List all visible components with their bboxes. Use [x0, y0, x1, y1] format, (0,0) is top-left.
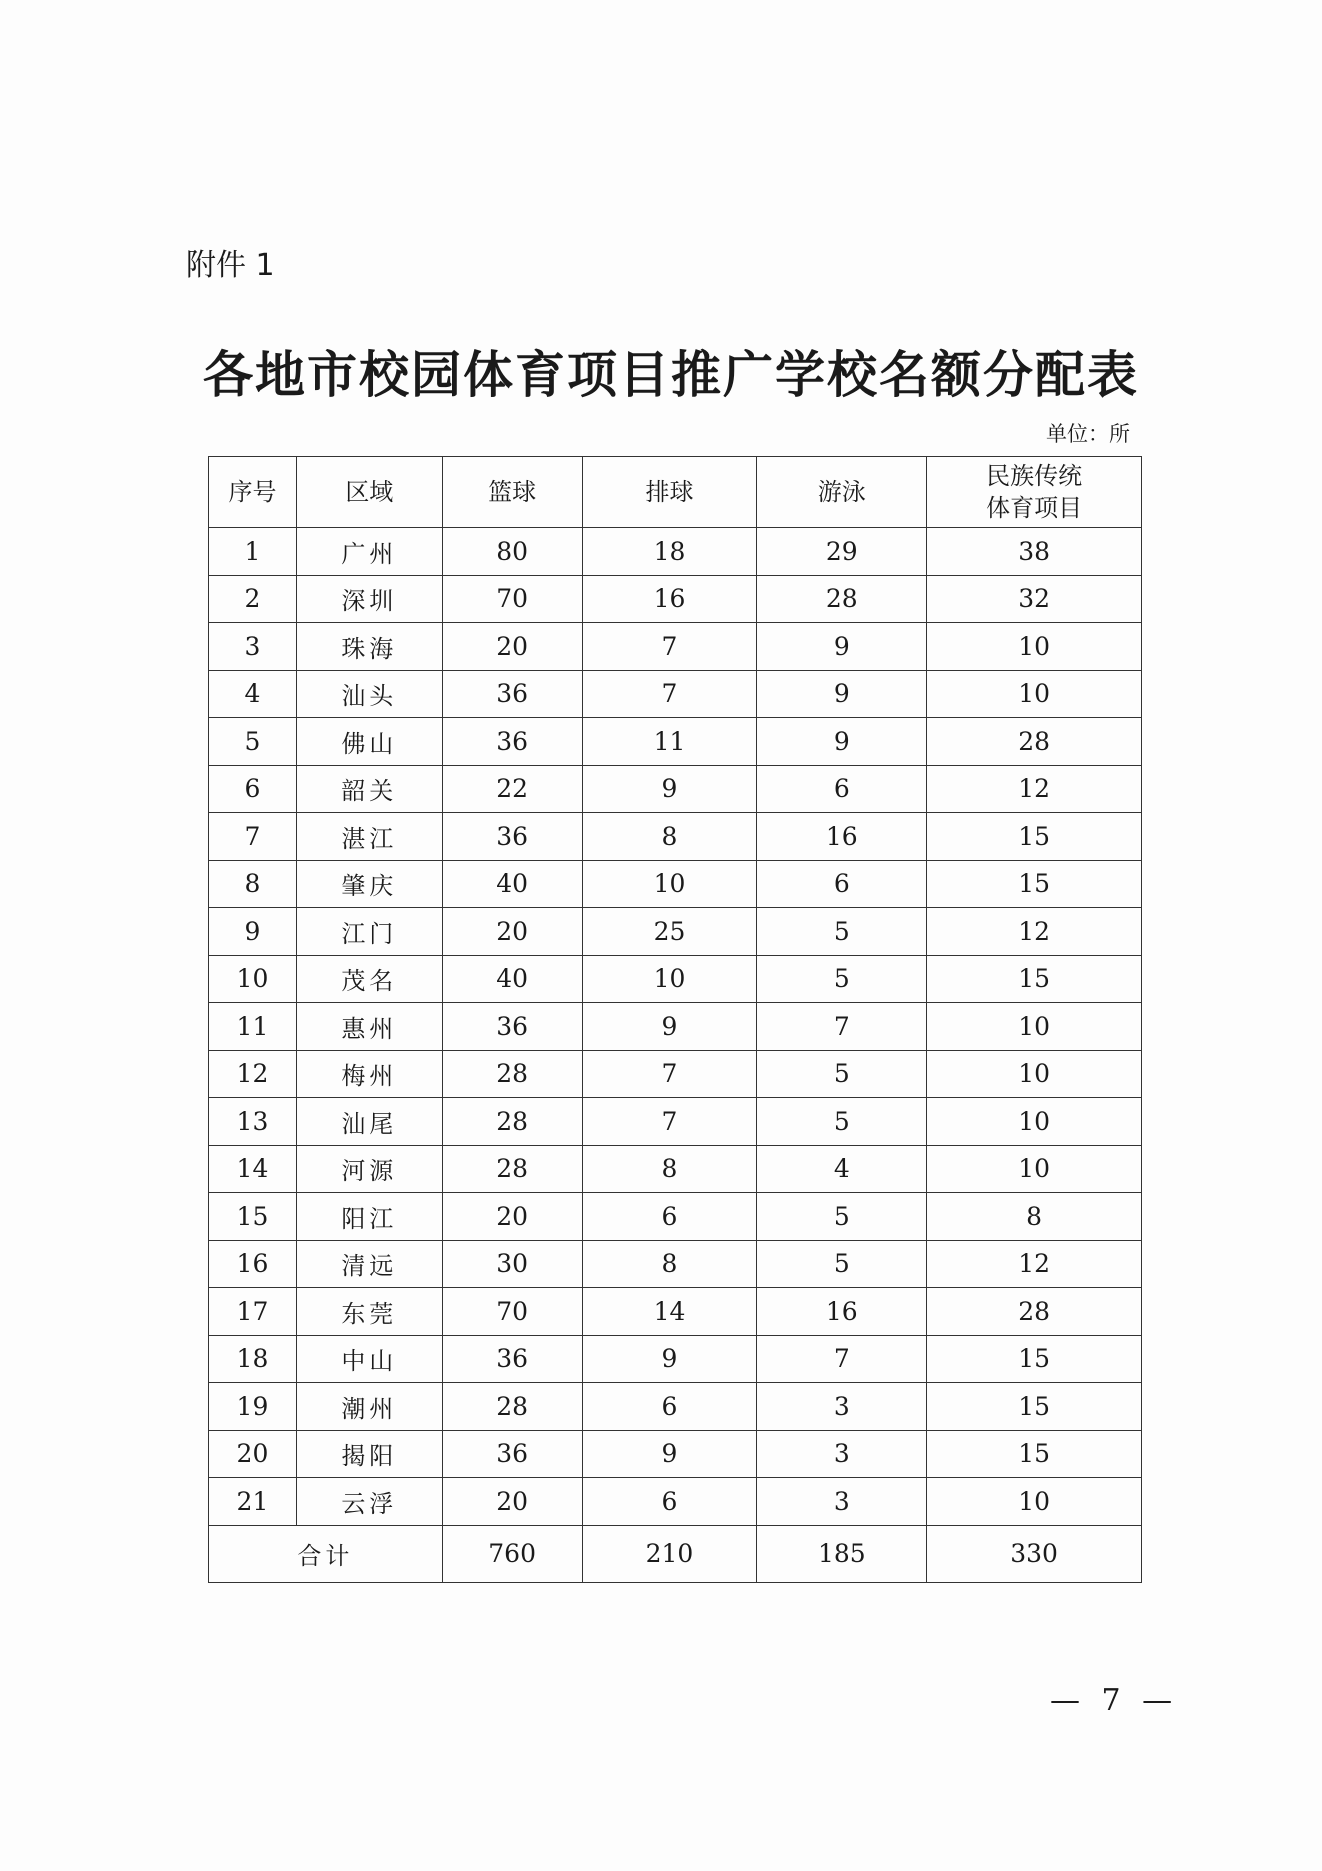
cell-no: 10: [209, 955, 297, 1003]
cell-volleyball: 9: [582, 765, 757, 813]
cell-basketball: 20: [442, 1478, 582, 1526]
cell-basketball: 20: [442, 908, 582, 956]
cell-basketball: 70: [442, 575, 582, 623]
cell-volleyball: 18: [582, 528, 757, 576]
cell-swimming: 9: [757, 623, 927, 671]
cell-volleyball: 10: [582, 955, 757, 1003]
table-row: [209, 1478, 1142, 1526]
table-header-row: [209, 457, 1142, 528]
total-row: [209, 1525, 1142, 1582]
cell-ethnic: 10: [927, 1478, 1142, 1526]
cell-region: 深圳: [296, 575, 442, 623]
cell-volleyball: 7: [582, 623, 757, 671]
cell-basketball: 70: [442, 1288, 582, 1336]
cell-no: 9: [209, 908, 297, 956]
cell-ethnic: 15: [927, 813, 1142, 861]
page-title: 各地市校园体育项目推广学校名额分配表: [203, 345, 1139, 404]
cell-basketball: 80: [442, 528, 582, 576]
cell-volleyball: 8: [582, 1145, 757, 1193]
cell-ethnic: 38: [927, 528, 1142, 576]
cell-volleyball: 9: [582, 1430, 757, 1478]
cell-region: 东莞: [296, 1288, 442, 1336]
cell-volleyball: 25: [582, 908, 757, 956]
cell-ethnic: 15: [927, 860, 1142, 908]
total-ethnic: 330: [927, 1525, 1142, 1582]
cell-volleyball: 10: [582, 860, 757, 908]
table-row: [209, 670, 1142, 718]
cell-ethnic: 12: [927, 765, 1142, 813]
table-row: [209, 765, 1142, 813]
cell-basketball: 36: [442, 1003, 582, 1051]
cell-volleyball: 8: [582, 813, 757, 861]
cell-volleyball: 8: [582, 1240, 757, 1288]
cell-region: 河源: [296, 1145, 442, 1193]
header-ethnic-line2: 体育项目: [986, 494, 1083, 522]
table-row: [209, 813, 1142, 861]
table-row: [209, 718, 1142, 766]
cell-ethnic: 10: [927, 1145, 1142, 1193]
cell-region: 揭阳: [296, 1430, 442, 1478]
cell-region: 湛江: [296, 813, 442, 861]
cell-basketball: 28: [442, 1383, 582, 1431]
cell-ethnic: 10: [927, 1050, 1142, 1098]
cell-swimming: 4: [757, 1145, 927, 1193]
cell-ethnic: 10: [927, 623, 1142, 671]
table-row: [209, 1098, 1142, 1146]
cell-volleyball: 7: [582, 1050, 757, 1098]
cell-swimming: 9: [757, 718, 927, 766]
cell-region: 中山: [296, 1335, 442, 1383]
header-ethnic-sports: [927, 457, 1142, 528]
cell-swimming: 5: [757, 1193, 927, 1241]
cell-ethnic: 32: [927, 575, 1142, 623]
cell-basketball: 36: [442, 718, 582, 766]
cell-region: 云浮: [296, 1478, 442, 1526]
cell-region: 潮州: [296, 1383, 442, 1431]
cell-region: 珠海: [296, 623, 442, 671]
cell-no: 18: [209, 1335, 297, 1383]
cell-ethnic: 12: [927, 908, 1142, 956]
cell-swimming: 3: [757, 1478, 927, 1526]
cell-swimming: 6: [757, 860, 927, 908]
cell-swimming: 3: [757, 1383, 927, 1431]
cell-swimming: 7: [757, 1003, 927, 1051]
cell-swimming: 5: [757, 955, 927, 1003]
cell-region: 汕头: [296, 670, 442, 718]
cell-region: 韶关: [296, 765, 442, 813]
total-basketball: 760: [442, 1525, 582, 1582]
unit-label: 单位：所: [1046, 422, 1130, 446]
cell-ethnic: 10: [927, 670, 1142, 718]
cell-basketball: 36: [442, 1335, 582, 1383]
cell-basketball: 40: [442, 955, 582, 1003]
cell-volleyball: 7: [582, 670, 757, 718]
table-row: [209, 1288, 1142, 1336]
cell-basketball: 28: [442, 1050, 582, 1098]
cell-volleyball: 9: [582, 1335, 757, 1383]
cell-no: 8: [209, 860, 297, 908]
cell-no: 2: [209, 575, 297, 623]
cell-region: 江门: [296, 908, 442, 956]
cell-swimming: 16: [757, 813, 927, 861]
cell-no: 1: [209, 528, 297, 576]
cell-volleyball: 14: [582, 1288, 757, 1336]
cell-ethnic: 15: [927, 1383, 1142, 1431]
cell-volleyball: 9: [582, 1003, 757, 1051]
cell-basketball: 30: [442, 1240, 582, 1288]
cell-region: 肇庆: [296, 860, 442, 908]
table-row: [209, 623, 1142, 671]
table-row: [209, 1003, 1142, 1051]
cell-ethnic: 15: [927, 1430, 1142, 1478]
cell-ethnic: 28: [927, 1288, 1142, 1336]
cell-volleyball: 6: [582, 1383, 757, 1431]
cell-basketball: 28: [442, 1145, 582, 1193]
cell-volleyball: 16: [582, 575, 757, 623]
cell-volleyball: 7: [582, 1098, 757, 1146]
cell-swimming: 5: [757, 1098, 927, 1146]
header-swimming: 游泳: [757, 457, 927, 528]
table-row: [209, 1240, 1142, 1288]
quota-table: [208, 456, 1142, 1583]
page-number: — 7 —: [1050, 1683, 1179, 1718]
cell-volleyball: 6: [582, 1478, 757, 1526]
header-ethnic-line1: 民族传统: [986, 462, 1083, 490]
table-row: [209, 1430, 1142, 1478]
cell-basketball: 20: [442, 1193, 582, 1241]
table-row: [209, 1145, 1142, 1193]
cell-no: 13: [209, 1098, 297, 1146]
cell-ethnic: 10: [927, 1098, 1142, 1146]
cell-no: 4: [209, 670, 297, 718]
table-row: [209, 1383, 1142, 1431]
cell-no: 15: [209, 1193, 297, 1241]
cell-basketball: 22: [442, 765, 582, 813]
cell-no: 20: [209, 1430, 297, 1478]
cell-no: 21: [209, 1478, 297, 1526]
cell-region: 清远: [296, 1240, 442, 1288]
header-region: 区域: [296, 457, 442, 528]
cell-no: 3: [209, 623, 297, 671]
cell-basketball: 20: [442, 623, 582, 671]
cell-no: 16: [209, 1240, 297, 1288]
cell-swimming: 29: [757, 528, 927, 576]
attachment-label: 附件 1: [186, 248, 275, 283]
cell-no: 17: [209, 1288, 297, 1336]
cell-no: 7: [209, 813, 297, 861]
cell-basketball: 36: [442, 813, 582, 861]
cell-no: 11: [209, 1003, 297, 1051]
table-row: [209, 1335, 1142, 1383]
table-row: [209, 955, 1142, 1003]
cell-basketball: 40: [442, 860, 582, 908]
cell-ethnic: 15: [927, 955, 1142, 1003]
table-row: [209, 1050, 1142, 1098]
cell-swimming: 9: [757, 670, 927, 718]
cell-ethnic: 15: [927, 1335, 1142, 1383]
cell-region: 阳江: [296, 1193, 442, 1241]
cell-volleyball: 6: [582, 1193, 757, 1241]
cell-no: 14: [209, 1145, 297, 1193]
cell-ethnic: 12: [927, 1240, 1142, 1288]
header-basketball: 篮球: [442, 457, 582, 528]
cell-no: 6: [209, 765, 297, 813]
cell-swimming: 5: [757, 908, 927, 956]
table-row: [209, 528, 1142, 576]
cell-swimming: 5: [757, 1050, 927, 1098]
cell-no: 19: [209, 1383, 297, 1431]
table-row: [209, 908, 1142, 956]
cell-basketball: 36: [442, 1430, 582, 1478]
cell-swimming: 5: [757, 1240, 927, 1288]
cell-basketball: 36: [442, 670, 582, 718]
cell-swimming: 28: [757, 575, 927, 623]
header-volleyball: 排球: [582, 457, 757, 528]
cell-region: 茂名: [296, 955, 442, 1003]
total-volleyball: 210: [582, 1525, 757, 1582]
cell-region: 惠州: [296, 1003, 442, 1051]
cell-no: 12: [209, 1050, 297, 1098]
cell-swimming: 6: [757, 765, 927, 813]
cell-region: 汕尾: [296, 1098, 442, 1146]
cell-region: 广州: [296, 528, 442, 576]
cell-swimming: 7: [757, 1335, 927, 1383]
total-label: 合计: [209, 1525, 443, 1582]
table-row: [209, 575, 1142, 623]
cell-region: 梅州: [296, 1050, 442, 1098]
cell-ethnic: 10: [927, 1003, 1142, 1051]
total-swimming: 185: [757, 1525, 927, 1582]
header-no: 序号: [209, 457, 297, 528]
cell-no: 5: [209, 718, 297, 766]
cell-region: 佛山: [296, 718, 442, 766]
table-row: [209, 1193, 1142, 1241]
cell-swimming: 16: [757, 1288, 927, 1336]
cell-ethnic: 8: [927, 1193, 1142, 1241]
table-row: [209, 860, 1142, 908]
cell-ethnic: 28: [927, 718, 1142, 766]
cell-volleyball: 11: [582, 718, 757, 766]
cell-basketball: 28: [442, 1098, 582, 1146]
cell-swimming: 3: [757, 1430, 927, 1478]
